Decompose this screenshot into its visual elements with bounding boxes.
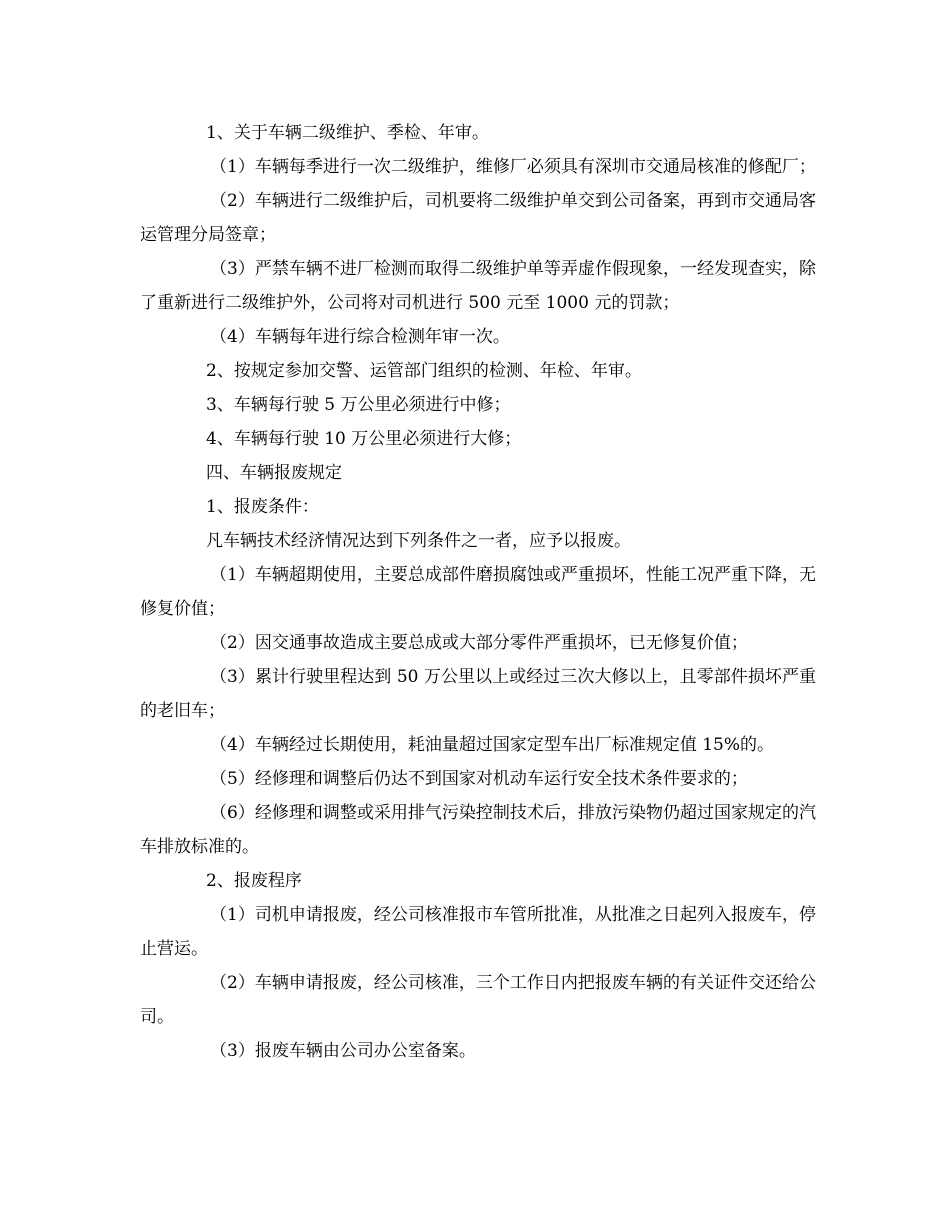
paragraph-section-2: 2、按规定参加交警、运管部门组织的检测、年检、年审。 xyxy=(206,361,642,381)
paragraph-item: （1）车辆每季进行一次二级维护，维修厂必须具有深圳市交通局核准的修配厂； xyxy=(210,157,816,177)
subsection-heading: 1、报废条件： xyxy=(206,497,319,517)
paragraph-item: （3）报废车辆由公司办公室备案。 xyxy=(210,1041,476,1061)
section-heading: 四、车辆报废规定 xyxy=(206,463,342,483)
paragraph-item: （2）车辆申请报废，经公司核准，三个工作日内把报废车辆的有关证件交还给公司。 xyxy=(140,973,816,1027)
paragraph-item: （2）车辆进行二级维护后，司机要将二级维护单交到公司备案，再到市交通局客运管理分局签章； xyxy=(140,191,816,245)
subsection-heading: 2、报废程序 xyxy=(206,871,302,891)
paragraph-item: （4）车辆经过长期使用，耗油量超过国家定型车出厂标准规定值 15%的。 xyxy=(210,735,775,755)
paragraph-item: （3）严禁车辆不进厂检测而取得二级维护单等弄虚作假现象，一经发现查实，除了重新进行二级维护外，公司将对司机进行 500 元至 1000 元的罚款； xyxy=(140,259,816,313)
paragraph-section-1-title: 1、关于车辆二级维护、季检、年审。 xyxy=(206,123,489,143)
paragraph-item: （1）车辆超期使用，主要总成部件磨损腐蚀或严重损坏，性能工况严重下降，无修复价值； xyxy=(140,565,816,619)
paragraph-item: （2）因交通事故造成主要总成或大部分零件严重损坏，已无修复价值； xyxy=(210,633,748,653)
paragraph-item: （6）经修理和调整或采用排气污染控制技术后，排放污染物仍超过国家规定的汽车排放标准的。 xyxy=(140,803,816,857)
document-body xyxy=(140,116,816,1068)
paragraph-item: （3）累计行驶里程达到 50 万公里以上或经过三次大修以上，且零部件损坏严重的老旧车； xyxy=(140,667,816,721)
paragraph-section-3: 3、车辆每行驶 5 万公里必须进行中修； xyxy=(206,395,511,415)
paragraph-item: （1）司机申请报废，经公司核准报市车管所批准，从批准之日起列入报废车，停止营运。 xyxy=(140,905,816,959)
paragraph-item: （5）经修理和调整后仍达不到国家对机动车运行安全技术条件要求的； xyxy=(210,769,748,789)
paragraph-section-4: 4、车辆每行驶 10 万公里必须进行大修； xyxy=(206,429,522,449)
paragraph-item: （4）车辆每年进行综合检测年审一次。 xyxy=(210,327,510,347)
paragraph-intro: 凡车辆技术经济情况达到下列条件之一者，应予以报废。 xyxy=(206,531,631,551)
